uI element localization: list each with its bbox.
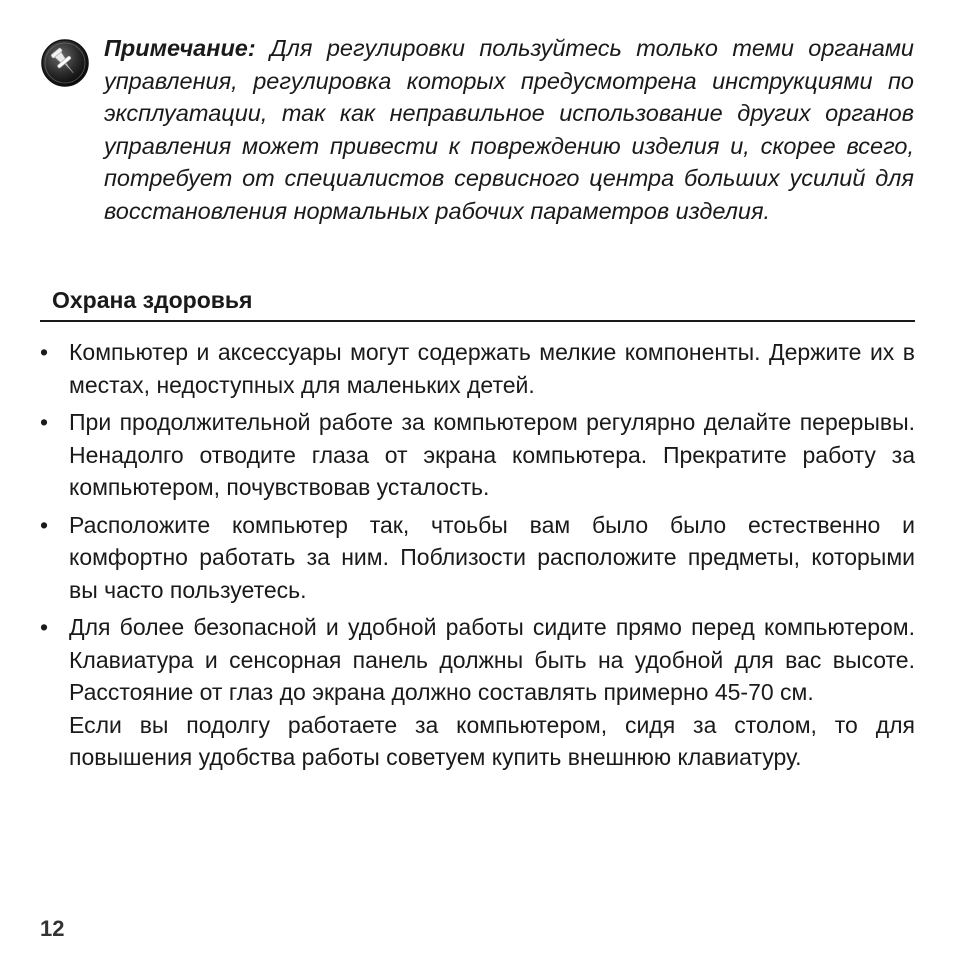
bullet-marker: •: [40, 614, 49, 640]
section-title: Охрана здоровья: [52, 287, 253, 313]
bullet-list: [40, 336, 915, 779]
list-item: [40, 406, 915, 504]
bullet-marker: •: [40, 339, 49, 365]
list-item: [40, 336, 915, 401]
list-item: [40, 509, 915, 607]
list-item-text: Расположите компьютер так, чтоьбы вам было было естественно и комфортно работать за ним. Поблизости расположите предметы, которыми вы часто пользуетесь.: [69, 511, 915, 603]
page-number: 12: [40, 916, 65, 941]
list-item: [40, 611, 915, 774]
list-item-text: Для более безопасной и удобной работы сидите прямо перед компьютером. Клавиатура и сенсорная панель должны быть на удобной для вас высоте. Расстояние от глаз до экрана должно составлять примерно 45-70 см.: [69, 614, 915, 705]
bullet-marker: •: [40, 511, 49, 538]
note-text: [104, 32, 914, 227]
list-item-text: Компьютер и аксессуары могут содержать мелкие компоненты. Держите их в местах, недоступных для маленьких детей.: [69, 339, 915, 398]
section-divider: [40, 320, 915, 322]
list-item-text: При продолжительной работе за компьютером регулярно делайте перерывы. Ненадолго отводите глаза от экрана компьютера. Прекратите работу за компьютером, почувствовав усталость.: [69, 409, 915, 500]
note-body: Для регулировки пользуйтесь только теми органами управления, регулировка которых предусмотрена инструкциями по эксплуатации, так как неправильное использование других органов управления может привести к повреждению изделия и, скорее всего, потребует от специалистов сервисного центра больших усилий для восстановления нормальных рабочих параметров изделия.: [104, 35, 915, 224]
pushpin-icon: [40, 38, 90, 88]
note-label: Примечание:: [104, 35, 256, 61]
bullet-marker: •: [40, 409, 49, 435]
list-item-text-continued: Если вы подолгу работаете за компьютером, сидя за столом, то для повышения удобства работы советуем купить внешнюю клавиатуру.: [69, 711, 915, 770]
